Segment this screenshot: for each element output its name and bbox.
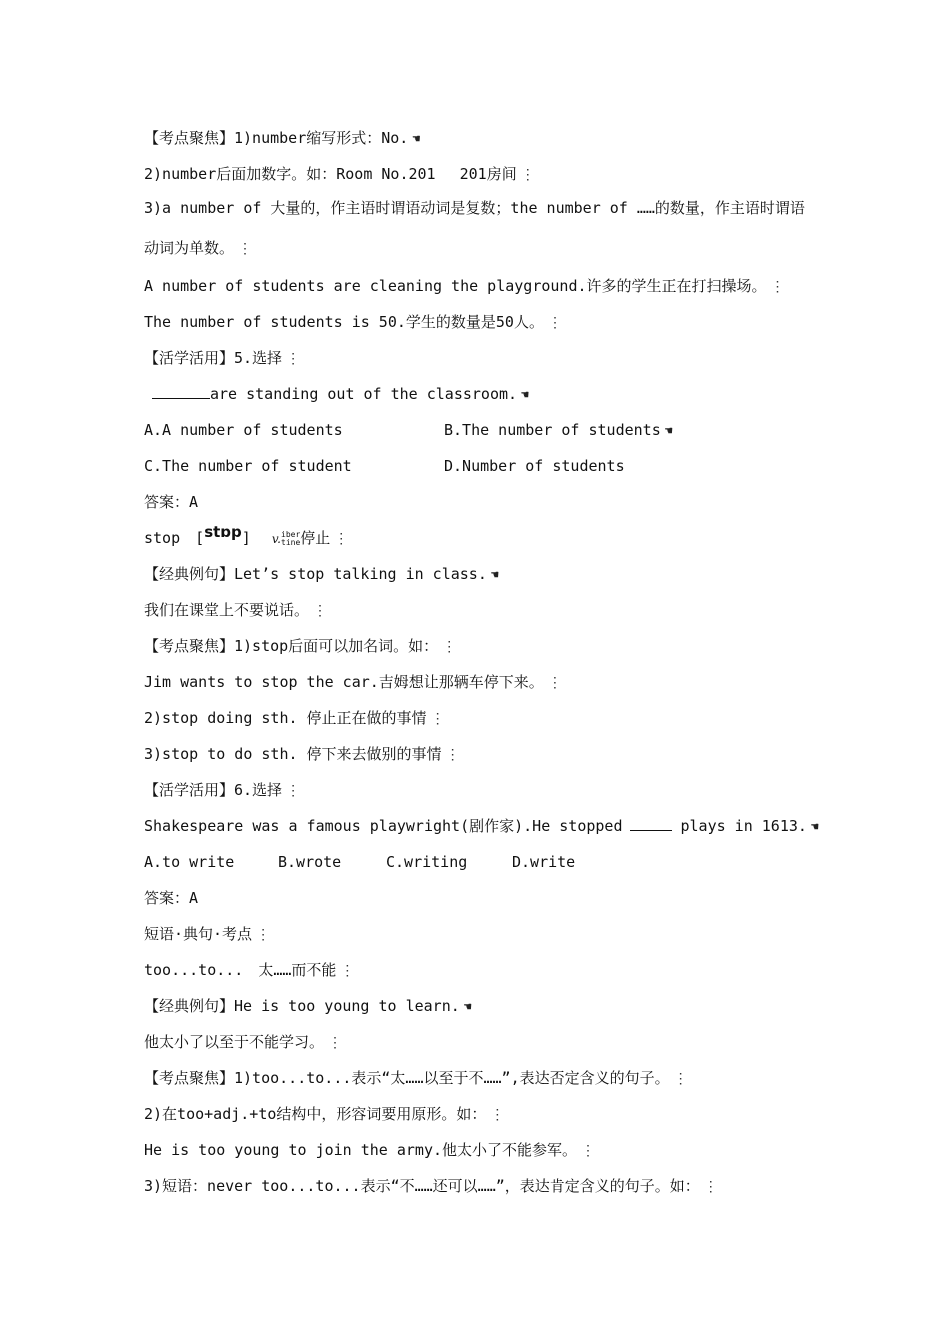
vertical-dots-icon: ⋮: [581, 1143, 596, 1159]
line-text: 【考点聚焦】1)too...to...表示“太……以至于不……”,表达否定含义的句子。: [144, 1069, 670, 1087]
vertical-dots-icon: ⋮: [442, 639, 457, 655]
question-stem: [144, 384, 529, 406]
option-a: A.A number of students: [144, 421, 343, 439]
answer-blank: [152, 384, 210, 399]
line-text: The number of students is 50.学生的数量是50人。: [144, 313, 544, 331]
line-text: too...to... 太……而不能: [144, 961, 337, 979]
line-text: 2)在too+adj.+to结构中，形容词要用原形。如：: [144, 1105, 487, 1123]
line-text: 【经典例句】He is too young to learn.: [144, 997, 460, 1015]
option-b: [444, 420, 673, 442]
text-line: [144, 744, 460, 765]
line-text: 【活学活用】6.选择: [144, 781, 283, 799]
hand-pointer-icon: ☚: [664, 424, 673, 439]
section-heading: [144, 348, 300, 369]
text-line: [144, 1032, 342, 1053]
line-text: 3)a number of 大量的，作主语时谓语动词是复数；the number of ……的数量，作主语时谓语动词为单数。: [144, 199, 805, 257]
vertical-dots-icon: ⋮: [340, 963, 355, 979]
vocab-entry: stop [stɒp] v.iber tine停止 ⋮: [144, 523, 349, 547]
text-line: [144, 128, 420, 150]
vocab-word: stop: [144, 529, 181, 547]
text-line: [144, 564, 499, 586]
text-line: [144, 600, 327, 621]
line-text: A number of students are cleaning the playground.许多的学生正在打扫操场。: [144, 277, 767, 295]
option-c: C.The number of student: [144, 457, 352, 475]
phonetic: stɒp: [204, 523, 242, 541]
option-d: D.Number of students: [444, 457, 625, 475]
text-line: [144, 164, 535, 185]
vertical-dots-icon: ⋮: [445, 747, 460, 763]
option-d: D.write: [512, 853, 576, 871]
answer-line: 答案：A: [144, 493, 199, 511]
text-line: [144, 188, 810, 269]
vertical-dots-icon: ⋮: [334, 531, 349, 547]
vertical-dots-icon: ⋮: [286, 783, 301, 799]
vocab-meaning: 停止: [300, 529, 331, 547]
question-stem: [144, 816, 819, 838]
vertical-dots-icon: ⋮: [490, 1107, 505, 1123]
garbled-glyph: iber tine: [281, 529, 301, 547]
vertical-dots-icon: ⋮: [313, 603, 328, 619]
option-c: C.writing: [386, 853, 468, 871]
option-b: B.wrote: [278, 853, 342, 871]
line-text: 【经典例句】Let’s stop talking in class.: [144, 565, 487, 583]
text-line: [144, 312, 562, 333]
line-text: Jim wants to stop the car.吉姆想让那辆车停下来。: [144, 673, 544, 691]
text-line: [144, 1140, 595, 1161]
line-text: are standing out of the classroom.: [210, 385, 518, 403]
line-text: 3)短语：never too...to...表示“不……还可以……”，表达肯定含义的句子。如：: [144, 1177, 700, 1195]
vertical-dots-icon: ⋮: [286, 351, 301, 367]
line-text: 他太小了以至于不能学习。: [144, 1033, 325, 1051]
vertical-dots-icon: ⋮: [328, 1035, 343, 1051]
part-of-speech: v.: [271, 532, 281, 546]
vertical-dots-icon: ⋮: [547, 675, 562, 691]
line-text: 2)stop doing sth. 停止正在做的事情: [144, 709, 427, 727]
hand-pointer-icon: ☚: [412, 132, 421, 147]
text-line: [144, 672, 562, 693]
line-text: 【考点聚焦】1)number缩写形式：No.: [144, 129, 409, 147]
section-heading: [144, 780, 300, 801]
vertical-dots-icon: ⋮: [673, 1071, 688, 1087]
vertical-dots-icon: ⋮: [238, 241, 253, 257]
line-text: 【活学活用】5.选择: [144, 349, 283, 367]
text-line: [144, 708, 445, 729]
text-line: [144, 1104, 504, 1125]
text-line: [144, 996, 472, 1018]
vertical-dots-icon: ⋮: [256, 927, 271, 943]
line-text: plays in 1613.: [680, 817, 807, 835]
vertical-dots-icon: ⋮: [770, 279, 785, 295]
hand-pointer-icon: ☚: [521, 388, 529, 403]
hand-pointer-icon: ☚: [490, 568, 499, 583]
answer-blank: [630, 816, 672, 831]
text-line: [144, 636, 456, 657]
option-text: B.The number of students: [444, 421, 661, 439]
vertical-dots-icon: ⋮: [703, 1179, 718, 1195]
hand-pointer-icon: ☚: [810, 820, 819, 835]
option-a: A.to write: [144, 853, 235, 871]
vertical-dots-icon: ⋮: [547, 315, 562, 331]
line-text: 【考点聚焦】1)stop后面可以加名词。如：: [144, 637, 439, 655]
line-text: 我们在课堂上不要说话。: [144, 601, 310, 619]
text-line: [144, 1068, 688, 1089]
text-line: [144, 1176, 718, 1197]
section-heading: [144, 924, 270, 945]
line-text: 2)number后面加数字。如：Room No.201 201房间: [144, 165, 517, 183]
text-line: [144, 960, 354, 981]
vertical-dots-icon: ⋮: [520, 167, 535, 183]
vertical-dots-icon: ⋮: [430, 711, 445, 727]
hand-pointer-icon: ☚: [463, 1000, 472, 1015]
text-line: [144, 276, 785, 297]
line-text: Shakespeare was a famous playwright(剧作家).He stopped: [144, 817, 623, 835]
answer-line: 答案：A: [144, 889, 199, 907]
line-text: 短语·典句·考点: [144, 925, 253, 943]
line-text: 3)stop to do sth. 停下来去做别的事情: [144, 745, 442, 763]
line-text: He is too young to join the army.他太小了不能参军。: [144, 1141, 578, 1159]
